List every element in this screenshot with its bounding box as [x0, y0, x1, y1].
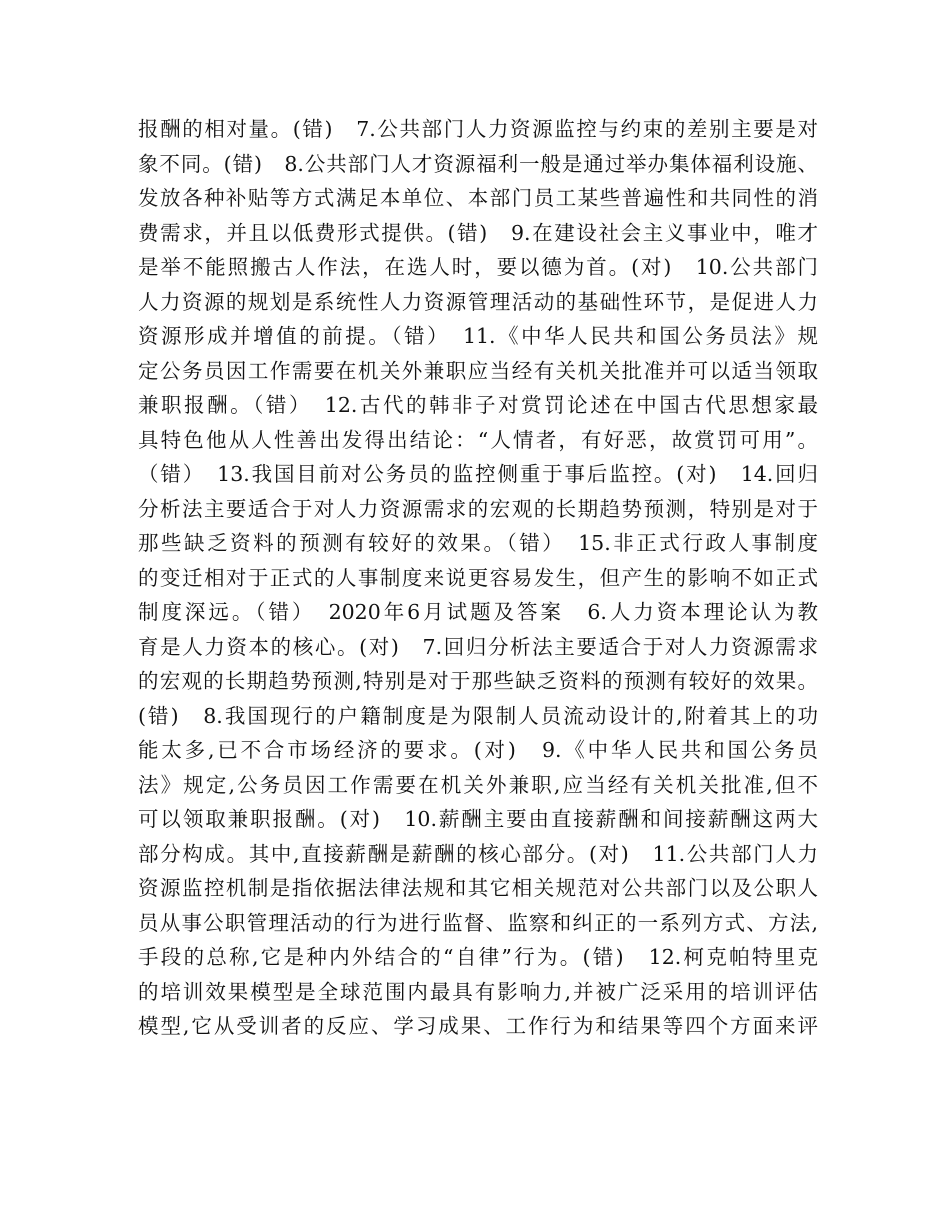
- text-line: 法》规定,公务员因工作需要在机关外兼职,应当经有关机关批准,但不: [138, 772, 818, 797]
- text-line: 的培训效果模型是全球范围内最具有影响力,并被广泛采用的培训评估: [138, 979, 818, 1004]
- text-line: (错) 8.我国现行的户籍制度是为限制人员流动设计的,附着其上的功: [138, 703, 818, 728]
- text-line: 分析法主要适合于对人力资源需求的宏观的长期趋势预测，特别是对于: [138, 496, 818, 521]
- text-line: 象不同。(错) 8.公共部门人才资源福利一般是通过举办集体福利设施、: [138, 151, 818, 176]
- text-line: 兼职报酬。（错） 12.古代的韩非子对赏罚论述在中国古代思想家最: [138, 393, 818, 417]
- text-line: 具特色他从人性善出发得出结论：“人情者，有好恶，故赏罚可用”。: [138, 427, 818, 452]
- text-line: 资源形成并增值的前提。（错） 11.《中华人民共和国公务员法》规: [138, 324, 818, 348]
- text-line: 的宏观的长期趋势预测,特别是对于那些缺乏资料的预测有较好的效果。: [138, 669, 818, 693]
- text-line: 报酬的相对量。(错) 7.公共部门人力资源监控与约束的差别主要是对: [138, 117, 818, 141]
- body-text: [138, 112, 818, 1044]
- text-line: 发放各种补贴等方式满足本单位、本部门员工某些普遍性和共同性的消: [138, 186, 818, 210]
- text-line: 制度深远。（错） 2020年6月试题及答案 6.人力资本理论认为教: [138, 600, 818, 624]
- text-line: 模型,它从受训者的反应、学习成果、工作行为和结果等四个方面来评: [138, 1014, 818, 1038]
- text-line: 定公务员因工作需要在机关外兼职应当经有关机关批准并可以适当领取: [138, 358, 818, 383]
- text-line: 手段的总称,它是种内外结合的“自律”行为。(错) 12.柯克帕特里克: [138, 945, 818, 969]
- text-line: 能太多,已不合市场经济的要求。(对) 9.《中华人民共和国公务员: [138, 738, 818, 762]
- text-line: 部分构成。其中,直接薪酬是薪酬的核心部分。(对) 11.公共部门人力: [138, 841, 818, 866]
- text-line: 费需求，并且以低费形式提供。(错) 9.在建设社会主义事业中，唯才: [138, 220, 818, 245]
- text-line: 员从事公职管理活动的行为进行监督、监察和纠正的一系列方式、方法,: [138, 910, 818, 935]
- text-line: 的变迁相对于正式的人事制度来说更容易发生，但产生的影响不如正式: [138, 565, 818, 590]
- text-line: 育是人力资本的核心。(对) 7.回归分析法主要适合于对人力资源需求: [138, 634, 818, 659]
- text-line: 可以领取兼职报酬。(对) 10.薪酬主要由直接薪酬和间接薪酬这两大: [138, 807, 818, 831]
- text-line: （错） 13.我国目前对公务员的监控侧重于事后监控。(对) 14.回归: [138, 462, 818, 486]
- text-line: 是举不能照搬古人作法，在选人时，要以德为首。(对) 10.公共部门: [138, 255, 818, 279]
- text-line: 那些缺乏资料的预测有较好的效果。（错） 15.非正式行政人事制度: [138, 531, 818, 555]
- text-line: 人力资源的规划是系统性人力资源管理活动的基础性环节，是促进人力: [138, 289, 818, 314]
- text-line: 资源监控机制是指依据法律法规和其它相关规范对公共部门以及公职人: [138, 876, 818, 900]
